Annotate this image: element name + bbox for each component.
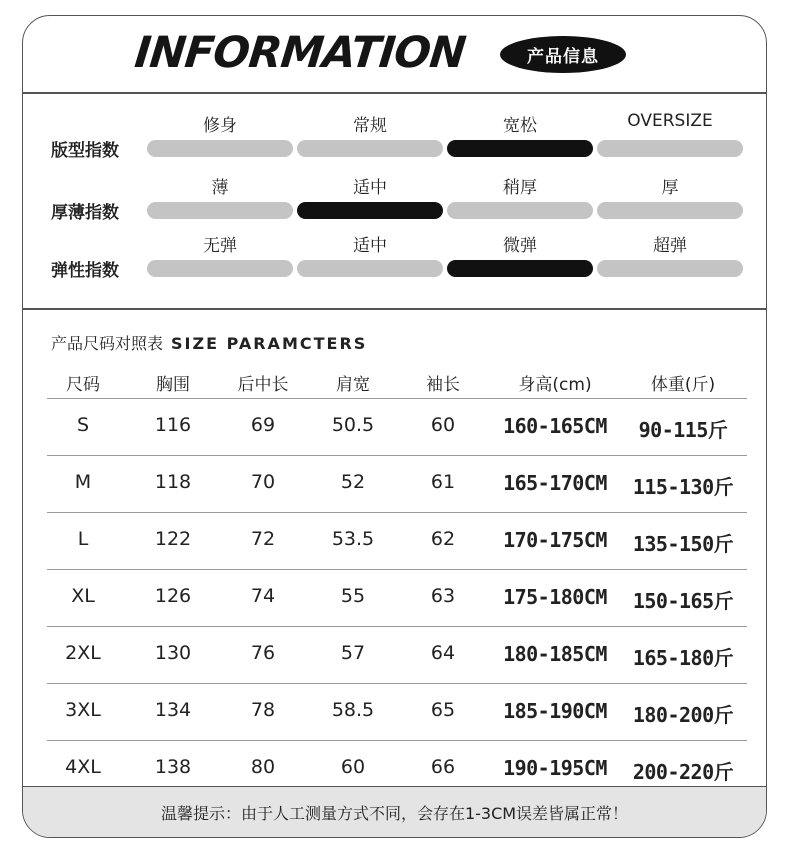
table-cell: 150-165斤 — [632, 589, 734, 613]
table-cell: 57 — [340, 642, 366, 664]
table-header: 身高(cm) — [518, 375, 592, 395]
index-option-label: 适中 — [353, 236, 387, 256]
index-label: 版型指数 — [51, 141, 119, 161]
table-header: 袖长 — [426, 375, 460, 395]
table-cell: 50.5 — [331, 414, 375, 436]
size-title-en: SIZE PARAMCTERS — [171, 334, 368, 353]
index-option-label: 适中 — [353, 178, 387, 198]
table-cell: 165-170CM — [503, 471, 607, 495]
index-option-label: 稍厚 — [503, 178, 537, 198]
index-option-label: 宽松 — [503, 116, 537, 136]
index-option-label: 薄 — [211, 178, 229, 198]
table-cell: 185-190CM — [503, 699, 607, 723]
footer-note: 温馨提示：由于人工测量方式不同，会存在1-3CM误差皆属正常！ — [23, 786, 766, 837]
table-cell: 61 — [430, 471, 456, 493]
index-option-label: OVERSIZE — [627, 111, 713, 131]
table-cell: 116 — [154, 414, 192, 436]
row-divider — [47, 740, 747, 741]
table-cell: 76 — [250, 642, 276, 664]
index-bar — [147, 140, 293, 157]
table-cell: 170-175CM — [503, 528, 607, 552]
index-bar-selected — [297, 202, 443, 219]
index-option-label: 修身 — [203, 116, 237, 136]
table-cell: L — [77, 528, 89, 550]
table-cell: 135-150斤 — [632, 532, 734, 556]
table-cell: 52 — [340, 471, 366, 493]
table-cell: 115-130斤 — [632, 475, 734, 499]
table-cell: 70 — [250, 471, 276, 493]
row-divider — [47, 683, 747, 684]
table-cell: 134 — [154, 699, 192, 721]
row-divider — [47, 569, 747, 570]
table-cell: 160-165CM — [503, 414, 607, 438]
table-cell: 64 — [430, 642, 456, 664]
table-cell: 165-180斤 — [632, 646, 734, 670]
table-cell: 72 — [250, 528, 276, 550]
index-option-label: 微弹 — [503, 236, 537, 256]
table-cell: 130 — [154, 642, 192, 664]
index-bar — [597, 140, 743, 157]
table-cell: 65 — [430, 699, 456, 721]
index-bar — [147, 202, 293, 219]
row-divider — [47, 512, 747, 513]
info-card — [22, 15, 767, 838]
table-cell: 53.5 — [331, 528, 375, 550]
table-cell: 126 — [154, 585, 192, 607]
row-divider — [47, 398, 747, 399]
table-header: 尺码 — [66, 375, 100, 395]
table-cell: XL — [71, 585, 95, 607]
index-label: 厚薄指数 — [51, 203, 119, 223]
header — [23, 16, 766, 92]
index-bar — [597, 260, 743, 277]
page-title: INFORMATION — [132, 28, 468, 78]
table-cell: 4XL — [65, 756, 101, 778]
table-cell: 118 — [154, 471, 192, 493]
index-option-label: 常规 — [353, 116, 387, 136]
title-badge: 产品信息 — [500, 36, 626, 73]
table-cell: 60 — [340, 756, 366, 778]
table-cell: 90-115斤 — [638, 418, 728, 442]
table-cell: 180-185CM — [503, 642, 607, 666]
table-cell: 3XL — [65, 699, 101, 721]
table-cell: 62 — [430, 528, 456, 550]
table-cell: 122 — [154, 528, 192, 550]
table-cell: 74 — [250, 585, 276, 607]
table-cell: 138 — [154, 756, 192, 778]
table-cell: 58.5 — [331, 699, 375, 721]
index-option-label: 超弹 — [653, 236, 687, 256]
table-cell: 2XL — [65, 642, 101, 664]
size-table-title — [51, 331, 367, 354]
table-cell: 69 — [250, 414, 276, 436]
index-bar-selected — [447, 260, 593, 277]
table-header: 后中长 — [237, 375, 289, 395]
table-header: 体重(斤) — [650, 375, 716, 395]
index-bar — [147, 260, 293, 277]
table-cell: 55 — [340, 585, 366, 607]
divider — [23, 308, 766, 310]
index-bar — [447, 202, 593, 219]
index-option-label: 无弹 — [203, 236, 237, 256]
table-cell: 60 — [430, 414, 456, 436]
table-cell: 63 — [430, 585, 456, 607]
table-cell: 180-200斤 — [632, 703, 734, 727]
table-cell: S — [76, 414, 90, 436]
index-option-label: 厚 — [661, 178, 679, 198]
table-header: 肩宽 — [336, 375, 370, 395]
divider — [23, 92, 766, 94]
index-bar-selected — [447, 140, 593, 157]
table-cell: M — [74, 471, 92, 493]
size-title-cn: 产品尺码对照表 — [51, 334, 164, 353]
table-cell: 66 — [430, 756, 456, 778]
table-cell: 175-180CM — [503, 585, 607, 609]
index-bar — [297, 260, 443, 277]
index-bar — [597, 202, 743, 219]
table-header: 胸围 — [156, 375, 190, 395]
table-cell: 78 — [250, 699, 276, 721]
table-cell: 200-220斤 — [632, 760, 734, 784]
row-divider — [47, 626, 747, 627]
index-label: 弹性指数 — [51, 261, 119, 281]
row-divider — [47, 455, 747, 456]
table-cell: 80 — [250, 756, 276, 778]
index-bar — [297, 140, 443, 157]
table-cell: 190-195CM — [503, 756, 607, 780]
